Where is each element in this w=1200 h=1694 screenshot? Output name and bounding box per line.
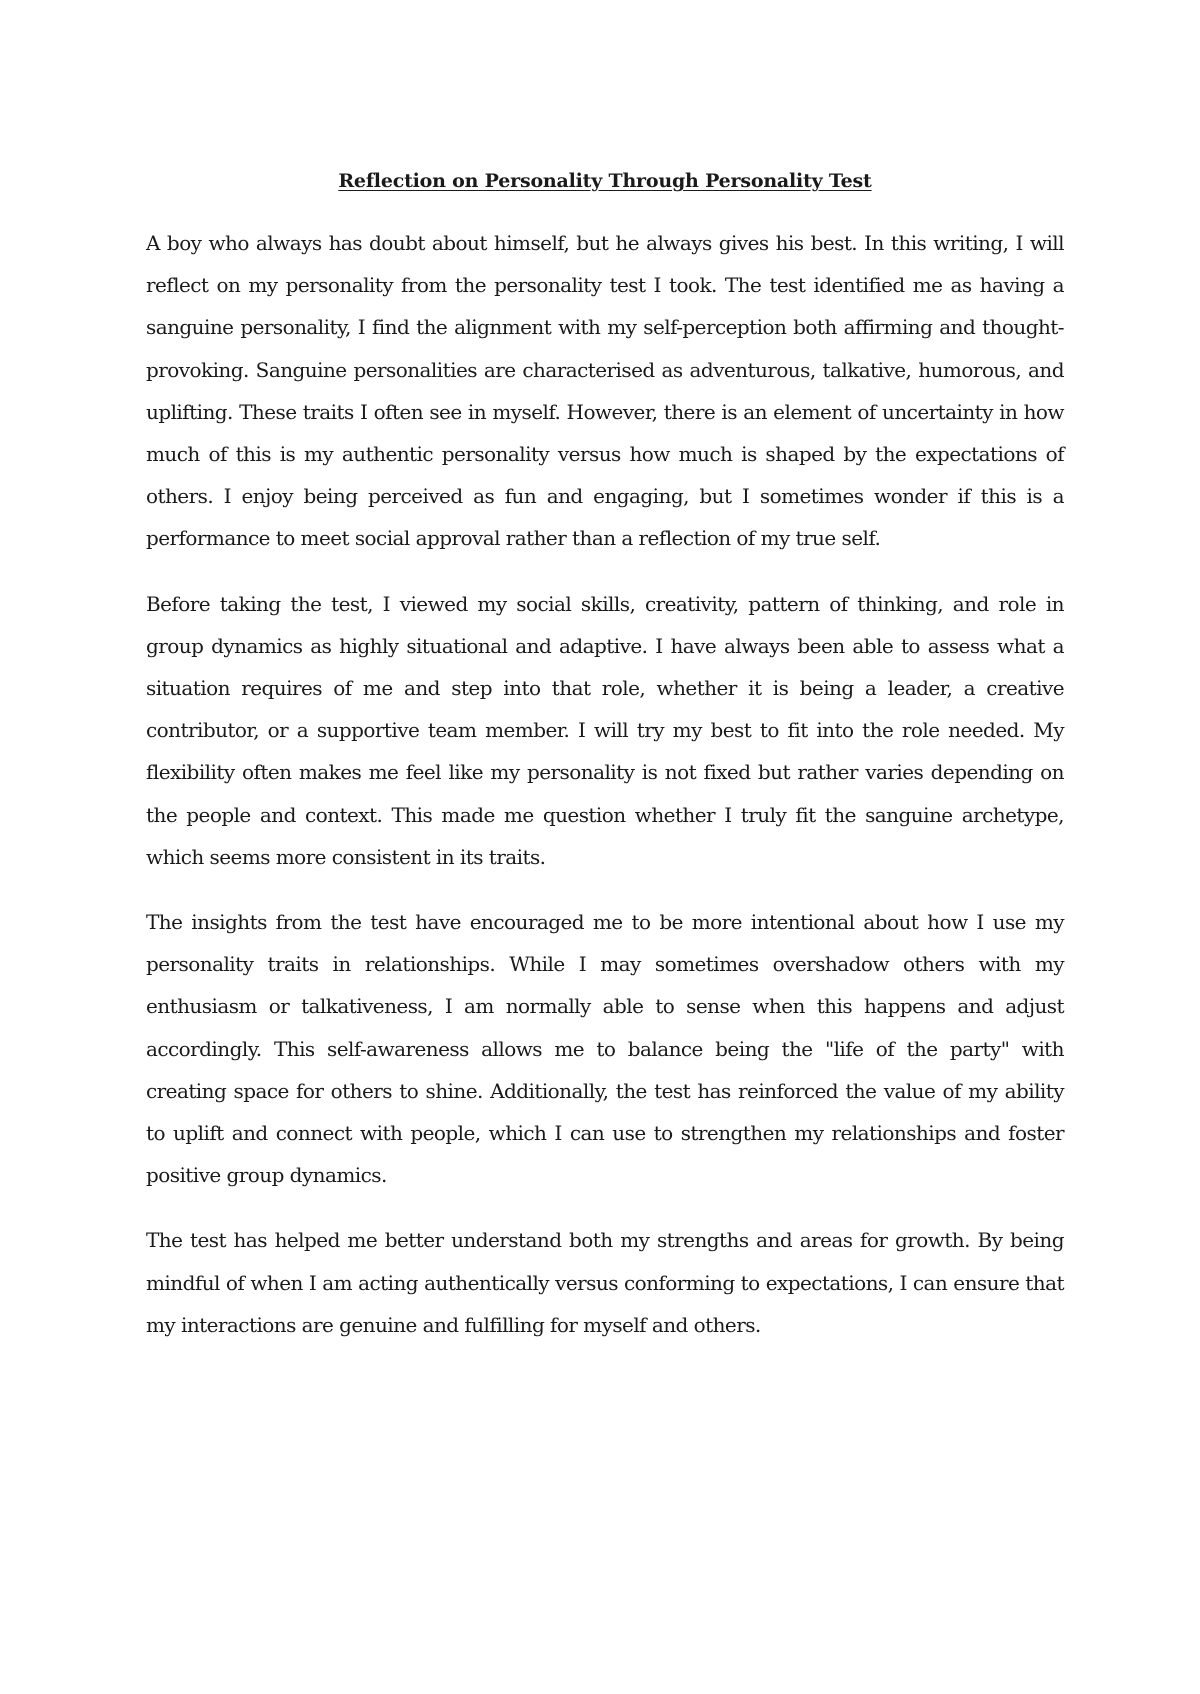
paragraph-4: The test has helped me better understand both my strengths and areas for growth. By being mindful of when I am acting authentically versus conforming to expectations, I can ensure that my interactions are genuine and fulfilling for myself and others. bbox=[146, 1228, 1064, 1337]
paragraph-2: Before taking the test, I viewed my social skills, creativity, pattern of thinking, and role in group dynamics as highly situational and adaptive. I have always been able to assess what a situation requires of me and step into that role, whether it is being a leader, a creative contributor, or a supportive team member. I will try my best to fit into the role needed. My flexibility often makes me feel like my personality is not fixed but rather varies depending on the people and context. This made me question whether I truly fit the sanguine archetype, which seems more consistent in its traits. bbox=[146, 591, 1064, 869]
document-title: Reflection on Personality Through Personality Test bbox=[338, 170, 872, 192]
paragraph-3: The insights from the test have encouraged me to be more intentional about how I use my personality traits in relationships. While I may sometimes overshadow others with my enthusiasm or talkativeness, I am normally able to sense when this happens and adjust accordingly. This self-awareness allows me to balance being the "life of the party" with creating space for others to shine. Additionally, the test has reinforced the value of my ability to uplift and connect with people, which I can use to strengthen my relationships and foster positive group dynamics. bbox=[146, 910, 1064, 1188]
paragraph-1: A boy who always has doubt about himself, but he always gives his best. In this writing, I will reflect on my personality from the personality test I took. The test identified me as having a sanguine personality, I find the alignment with my self-perception both affirming and thought-provoking. Sanguine personalities are characterised as adventurous, talkative, humorous, and uplifting. These traits I often see in myself. However, there is an element of uncertainty in how much of this is my authentic personality versus how much is shaped by the expectations of others. I enjoy being perceived as fun and engaging, but I sometimes wonder if this is a performance to meet social approval rather than a reflection of my true self. bbox=[146, 231, 1064, 551]
document-page bbox=[146, 168, 1064, 1346]
